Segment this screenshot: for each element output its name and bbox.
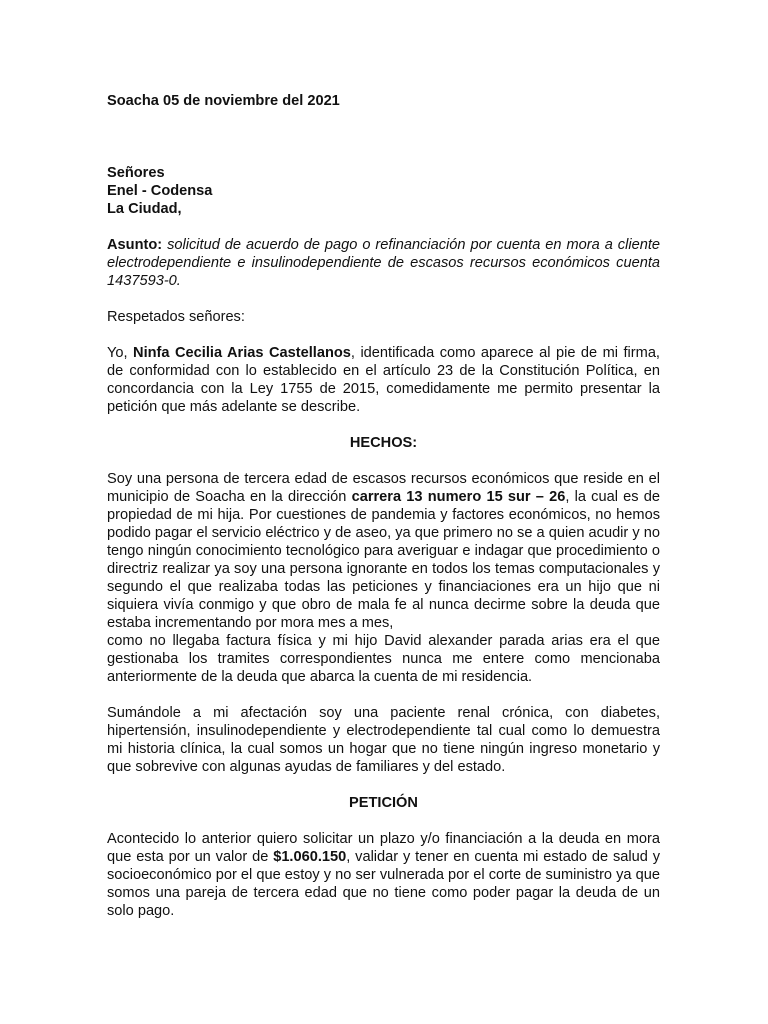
hechos-paragraph-1-cont: como no llegaba factura física y mi hijo David alexander parada arias era el que gestionaba los tramites correspondientes nunca me entere como mencionaba anteriormente de la deuda que abarca la cuenta de mi residencia.: [107, 633, 660, 685]
peticion-heading: PETICIÓN: [349, 795, 418, 811]
spacer: [107, 326, 660, 344]
recipient-line-2: Enel - Codensa: [107, 183, 213, 199]
spacer: [107, 110, 660, 164]
hechos-p1-pre: Soy una persona de tercera edad de escasos recursos económicos que reside en el municipio de Soacha en la dirección: [107, 471, 660, 505]
subject-label: Asunto:: [107, 237, 163, 253]
spacer: [107, 290, 660, 308]
subject-paragraph: [107, 236, 660, 290]
sender-name: Ninfa Cecilia Arias Castellanos: [133, 345, 351, 361]
intro-post: , identificada como aparece al pie de mi firma, de conformidad con lo establecido en el artículo 23 de la Constitución Política, en concordancia con la Ley 1755 de 2015, comedidamente me permito presentar la petición que más adelante se describe.: [107, 345, 660, 415]
spacer: [107, 218, 660, 236]
subject-text: solicitud de acuerdo de pago o refinanciación por cuenta en mora a cliente electrodependiente e insulinodependiente de escasos recursos económicos cuenta 1437593-0.: [107, 237, 660, 289]
intro-paragraph: [107, 344, 660, 416]
peticion-pre: Acontecido lo anterior quiero solicitar un plazo y/o financiación a la deuda en mora que esta por un valor de: [107, 831, 660, 865]
recipient-line-3: La Ciudad,: [107, 201, 182, 217]
spacer: [107, 416, 660, 434]
recipient-line-1: Señores: [107, 165, 165, 181]
hechos-paragraph-2: Sumándole a mi afectación soy una paciente renal crónica, con diabetes, hipertensión, insulinodependiente y electrodependiente tal cual como lo demuestra mi historia clínica, la cual somos un hogar que no tiene ningún ingreso monetario y que sobrevive con algunas ayudas de familiares y del estado.: [107, 705, 660, 775]
peticion-paragraph: [107, 830, 660, 920]
spacer: [107, 812, 660, 830]
intro-pre: Yo,: [107, 345, 134, 361]
spacer: [107, 452, 660, 470]
date-line: Soacha 05 de noviembre del 2021: [107, 93, 340, 109]
spacer: [107, 686, 660, 704]
peticion-post: , validar y tener en cuenta mi estado de salud y socioeconómico por el que estoy y no ser vulnerada por el corte de suministro ya que somos una pareja de tercera edad que no tiene como poder pagar la deuda de un solo pago.: [107, 849, 660, 919]
address: carrera 13 numero 15 sur – 26: [351, 489, 566, 505]
hechos-p1-post: , la cual es de propiedad de mi hija. Por cuestiones de pandemia y factores económicos, no hemos podido pagar el servicio eléctrico y de aseo, ya que primero no se a quien acudir y no tengo ningún conocimiento tecnológico para averiguar e indagar que procedimiento o directriz realizar ya soy una persona ignorante en todos los temas computacionales y segundo el que realizaba todas las peticiones y financiaciones era un hijo que ni siquiera vivía conmigo y que obro de mala fe al nunca decirme sobre la deuda que estaba incrementando por mora mes a mes,: [107, 489, 660, 631]
letter-page: [107, 92, 660, 920]
debt-amount: $1.060.150: [273, 849, 347, 865]
recipient-block: [107, 164, 660, 218]
hechos-heading: HECHOS:: [349, 435, 418, 451]
greeting: Respetados señores:: [107, 309, 245, 325]
hechos-paragraph-1: [107, 470, 660, 632]
spacer: [107, 776, 660, 794]
